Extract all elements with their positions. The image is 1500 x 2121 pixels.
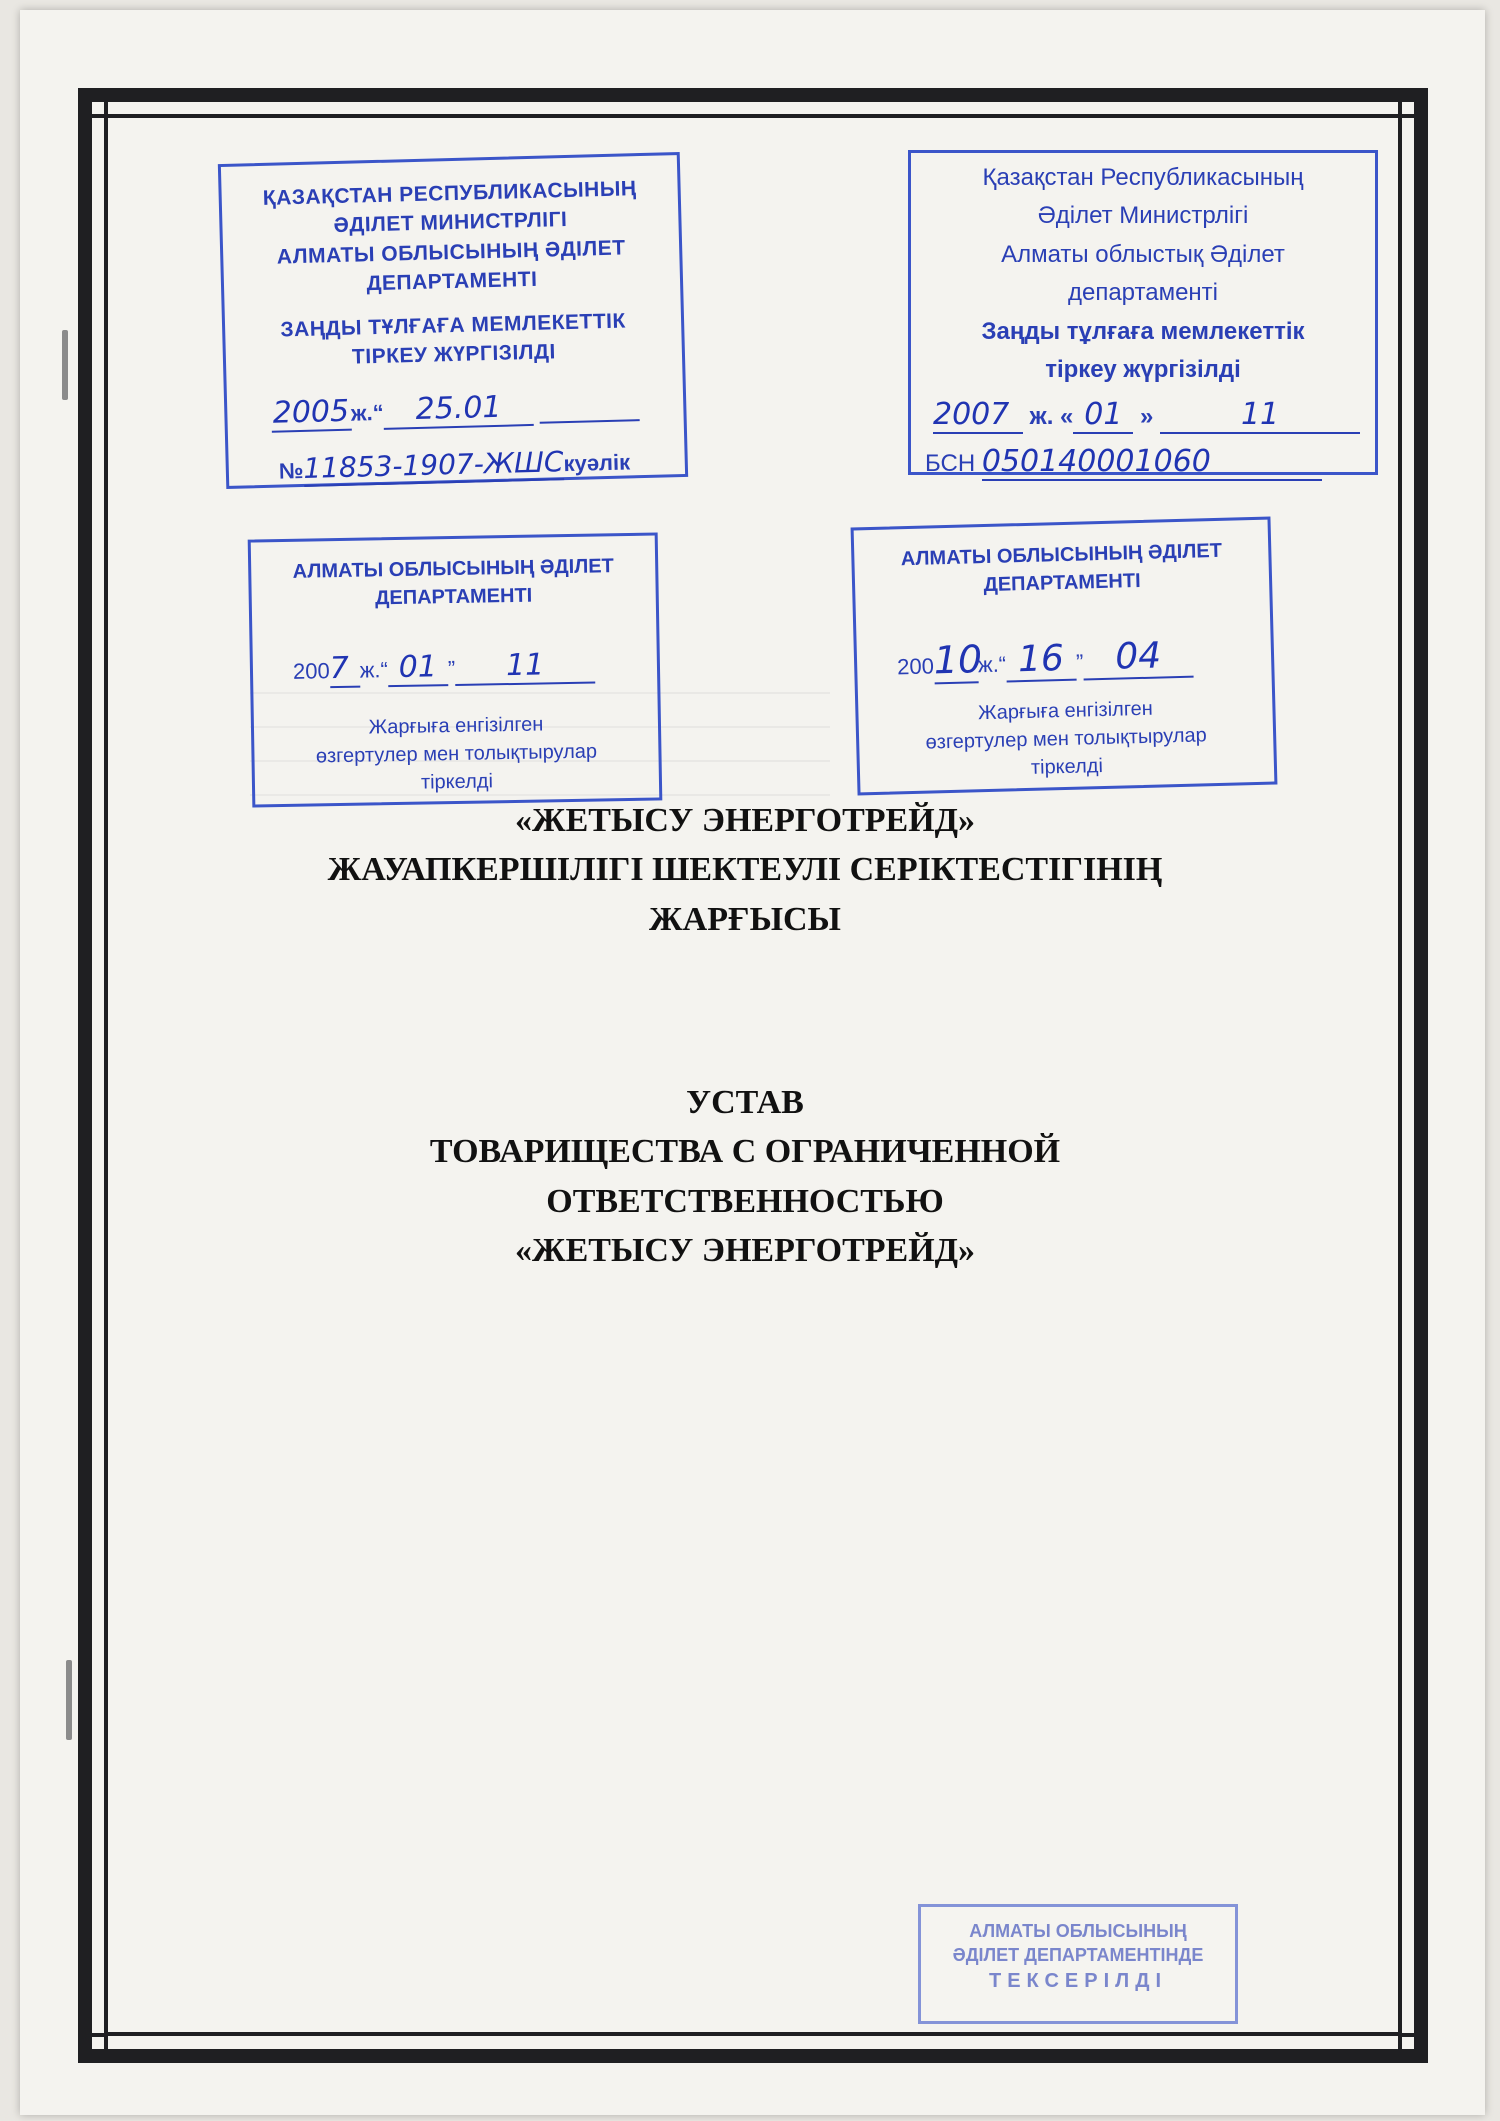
number-prefix: № bbox=[278, 458, 304, 484]
bsn-prefix: БСН bbox=[925, 450, 976, 478]
registration-stamp-kz bbox=[218, 152, 688, 489]
handwritten-month: 11 bbox=[455, 647, 596, 686]
stamp-date-row: 20010ж.“ 16 ” 04 bbox=[857, 630, 1272, 687]
handwritten-year: 2007 bbox=[933, 397, 1023, 434]
year-prefix: 200 bbox=[896, 653, 935, 680]
stamp-line: АЛМАТЫ ОБЛЫСЫНЫҢ bbox=[969, 1921, 1187, 1941]
stamp-date-row: 2005ж.“ 25.01 bbox=[227, 385, 684, 434]
handwritten-day: 16 bbox=[1005, 638, 1076, 683]
year-prefix: 200 bbox=[292, 658, 330, 684]
stamp-line: Алматы облыстық Әділет bbox=[1001, 240, 1285, 268]
handwritten-year: 7 bbox=[329, 651, 360, 689]
stamp-line: ЗАҢДЫ ТҰЛҒАҒА МЕМЛЕКЕТТІК bbox=[280, 309, 627, 342]
year-suffix: ж. bbox=[350, 400, 374, 427]
year-suffix: ж.“ bbox=[977, 651, 1007, 678]
stamp-line: тіркелді bbox=[1030, 755, 1104, 779]
stamp-line: ҚАЗАҚСТАН РЕСПУБЛИКАСЫНЫҢ bbox=[262, 177, 637, 210]
frame-corner bbox=[78, 88, 108, 118]
stamp-line: тіркелді bbox=[420, 770, 494, 794]
amendment-stamp-1 bbox=[248, 532, 663, 807]
frame-corner bbox=[1398, 88, 1428, 118]
staple bbox=[62, 330, 68, 400]
stamp-line: ДЕПАРТАМЕНТІ bbox=[366, 267, 538, 296]
title-line: ЖАУАПКЕРШІЛІГІ ШЕКТЕУЛІ СЕРІКТЕСТІГІНІҢ bbox=[327, 851, 1163, 889]
stamp-line: АЛМАТЫ ОБЛЫСЫНЫҢ ӘДІЛЕТ bbox=[292, 555, 614, 583]
stamp-line: АЛМАТЫ ОБЛЫСЫНЫҢ ӘДІЛЕТ bbox=[900, 539, 1223, 571]
stamp-line: ДЕПАРТАМЕНТІ bbox=[983, 569, 1141, 597]
title-line: «ЖЕТЫСУ ЭНЕРГОТРЕЙД» bbox=[514, 802, 976, 839]
title-line: УСТАВ bbox=[686, 1084, 804, 1121]
staple bbox=[66, 1660, 72, 1740]
amendment-stamp-2 bbox=[851, 517, 1278, 796]
year-suffix: ж. « bbox=[1029, 403, 1074, 431]
stamp-date-row: 2007 ж.“ 01 ” 11 bbox=[253, 645, 658, 689]
handwritten-month: 11 bbox=[1160, 397, 1360, 434]
verified-stamp bbox=[918, 1904, 1238, 2024]
handwritten-month: 04 bbox=[1083, 635, 1194, 681]
title-line: ОТВЕТСТВЕННОСТЬЮ bbox=[546, 1182, 944, 1220]
registration-stamp-kz-2 bbox=[908, 150, 1378, 480]
year-suffix: ж.“ bbox=[359, 657, 389, 683]
number-suffix: куәлік bbox=[563, 449, 631, 477]
stamp-line: Жарғыға енгізілген bbox=[368, 713, 544, 739]
stamp-line: Қазақстан Республикасының bbox=[982, 164, 1304, 191]
title-line: ТОВАРИЩЕСТВА С ОГРАНИЧЕННОЙ bbox=[429, 1133, 1061, 1171]
stamp-line: ӘДІЛЕТ МИНИСТРЛІГІ bbox=[333, 208, 568, 238]
stamp-line: АЛМАТЫ ОБЛЫСЫНЫҢ ӘДІЛЕТ bbox=[276, 236, 626, 269]
handwritten-day: 01 bbox=[1073, 397, 1133, 434]
charter-title-ru bbox=[180, 1078, 1310, 1275]
stamp-line: ТЕКСЕРІЛДІ bbox=[988, 1969, 1168, 1992]
stamp-line: Жарғыға енгізілген bbox=[977, 697, 1154, 725]
stamp-date-row: 2007 ж. « 01 » 11 bbox=[911, 397, 1375, 434]
title-line: ЖАРҒЫСЫ bbox=[649, 900, 841, 938]
stamp-line: өзгертулер мен толықтырулар bbox=[925, 724, 1207, 754]
frame-corner bbox=[78, 2033, 108, 2063]
stamp-bsn-row bbox=[911, 444, 1375, 481]
stamp-line: өзгертулер мен толықтырулар bbox=[315, 740, 598, 768]
stamp-line: департаменті bbox=[1067, 279, 1218, 307]
handwritten-number: 11853-1907-ЖШС bbox=[302, 445, 564, 486]
frame-corner bbox=[1398, 2033, 1428, 2063]
stamp-line: тіркеу жүргізілді bbox=[1045, 355, 1241, 383]
charter-title-kz bbox=[180, 796, 1310, 944]
title-line: «ЖЕТЫСУ ЭНЕРГОТРЕЙД» bbox=[514, 1231, 976, 1269]
handwritten-year: 10 bbox=[933, 637, 983, 683]
stamp-line: ДЕПАРТАМЕНТІ bbox=[374, 584, 533, 610]
stamp-line: Әділет Министрлігі bbox=[1037, 202, 1249, 230]
handwritten-day: 01 bbox=[388, 649, 449, 687]
handwritten-year: 2005 bbox=[270, 394, 351, 433]
stamp-line: Заңды тұлғаға мемлекеттік bbox=[981, 317, 1305, 345]
stamp-line: ӘДІЛЕТ ДЕПАРТАМЕНТІНДЕ bbox=[952, 1945, 1204, 1966]
stamp-line: ТІРКЕУ ЖҮРГІЗІЛДІ bbox=[351, 340, 557, 369]
handwritten-date: 25.01 bbox=[383, 389, 534, 430]
handwritten-bsn: 050140001060 bbox=[982, 444, 1322, 481]
